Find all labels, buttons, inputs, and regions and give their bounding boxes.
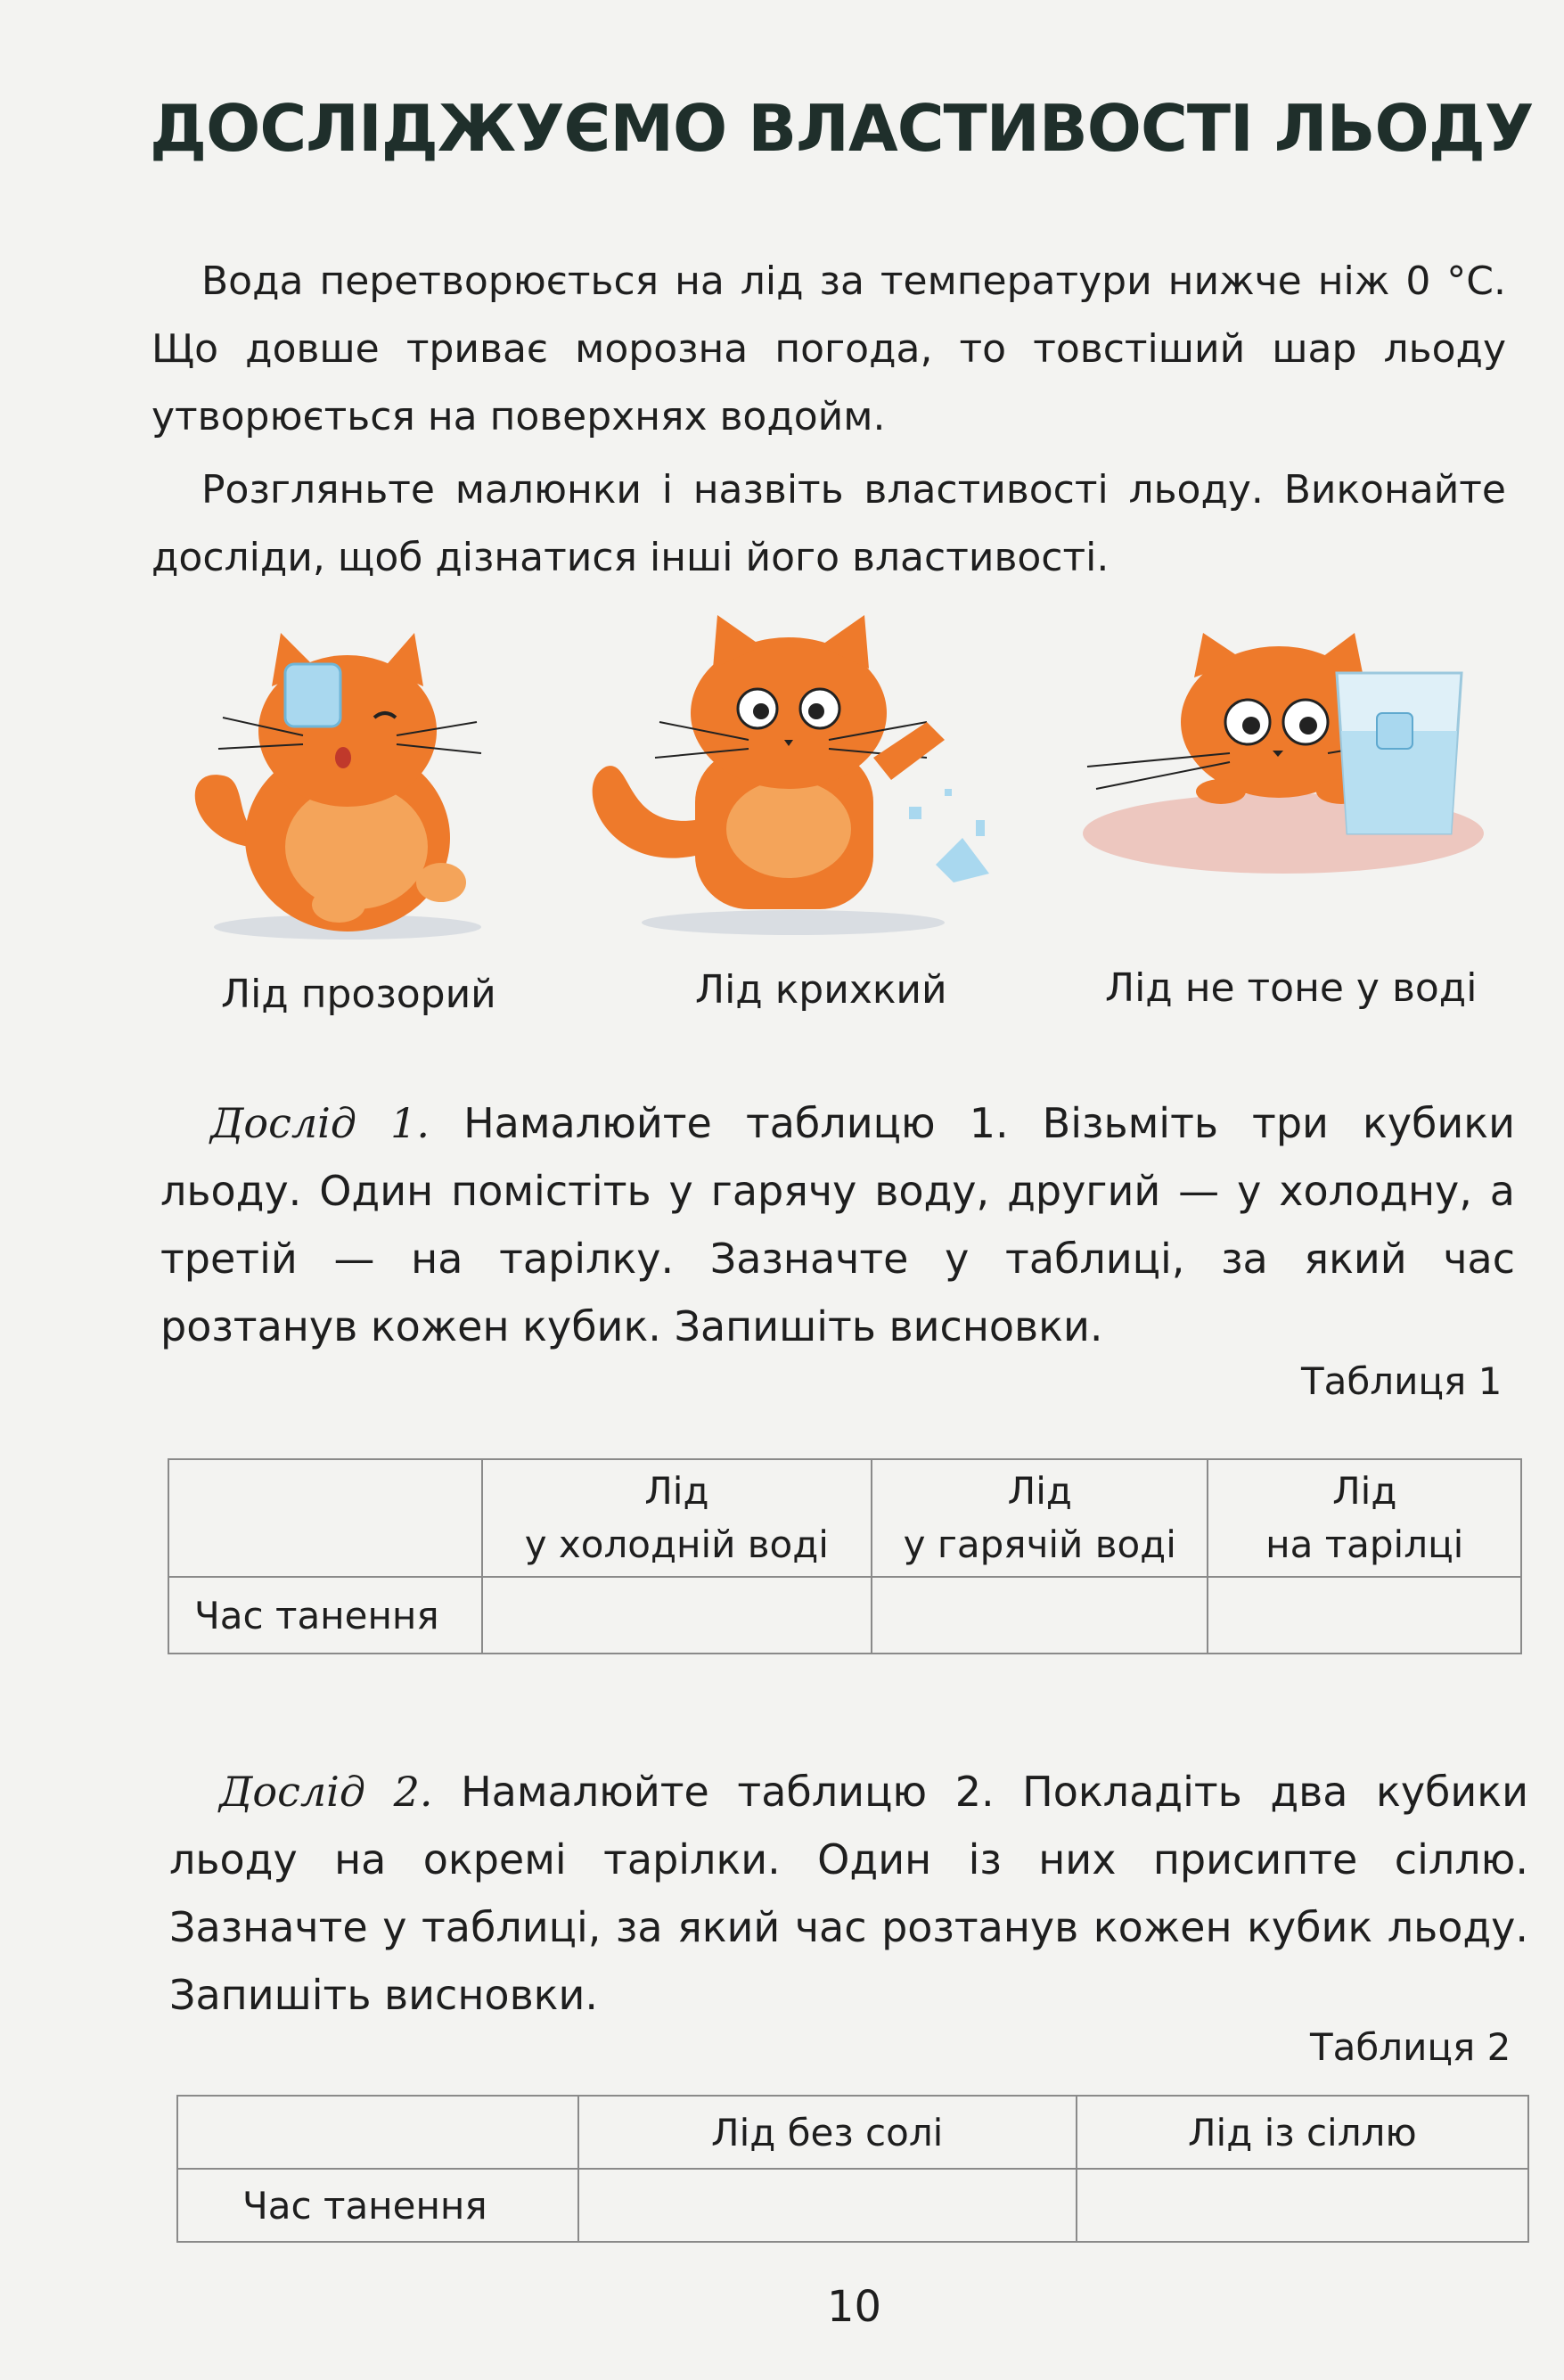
caption-transparent: Лід прозорий bbox=[221, 972, 496, 1017]
experiment-1-paragraph bbox=[160, 1089, 1515, 1360]
table-2-caption: Таблиця 2 bbox=[1310, 2025, 1511, 2069]
header-line: у гарячій воді bbox=[903, 1522, 1176, 1566]
experiment-1-label: Дослід 1. bbox=[210, 1099, 430, 1147]
page-number: 10 bbox=[827, 2282, 882, 2332]
table-row bbox=[168, 1459, 1521, 1577]
table-2 bbox=[176, 2095, 1529, 2243]
header-line: на тарілці bbox=[1265, 1522, 1464, 1566]
cat-broken-ice-icon bbox=[570, 615, 1016, 936]
cat-glass-of-water-icon bbox=[1069, 633, 1488, 900]
header-line: Лід bbox=[1007, 1469, 1072, 1513]
table-cell bbox=[177, 2096, 578, 2169]
caption-floats: Лід не тоне у воді bbox=[1105, 965, 1478, 1011]
table-cell bbox=[1208, 1577, 1521, 1654]
table-row bbox=[177, 2096, 1528, 2169]
experiment-2-paragraph bbox=[169, 1758, 1528, 2029]
table-header-cell: Лід без солі bbox=[578, 2096, 1077, 2169]
table-cell bbox=[482, 1577, 872, 1654]
header-line: Лід bbox=[644, 1469, 709, 1513]
intro-text-1: Вода перетворюється на лід за температури нижче ніж 0 °С. Що довше триває морозна погода, то товстіший шар льоду утворюється на поверхнях водойм. bbox=[151, 259, 1506, 439]
table-header-cell: Лід із сіллю bbox=[1077, 2096, 1528, 2169]
table-cell bbox=[872, 1577, 1208, 1654]
caption-brittle: Лід крихкий bbox=[695, 967, 947, 1013]
intro-paragraph-2 bbox=[151, 456, 1506, 592]
table-cell bbox=[872, 1459, 1208, 1577]
row-label: Час танення bbox=[177, 2169, 578, 2242]
table-row bbox=[168, 1577, 1521, 1654]
table-cell bbox=[1208, 1459, 1521, 1577]
experiment-2-text: Намалюйте таблицю 2. Покладіть два кубики льоду на окремі тарілки. Один із них присипте сіллю. Зазначте у таблиці, за який час розтанув кожен кубик льоду. Запишіть висновки. bbox=[169, 1768, 1528, 2019]
table-1 bbox=[168, 1458, 1522, 1654]
intro-text-2: Розгляньте малюнки і назвіть властивості льоду. Виконайте досліди, щоб дізнатися інші його властивості. bbox=[151, 467, 1506, 580]
table-cell bbox=[1077, 2169, 1528, 2242]
experiment-1-text: Намалюйте таблицю 1. Візьміть три кубики льоду. Один помістіть у гарячу воду, другий — у холодну, а третій — на тарілку. Зазначте у таблиці, за який час розтанув кожен кубик. Запишіть висновки. bbox=[160, 1099, 1515, 1350]
table-row bbox=[177, 2169, 1528, 2242]
cat-holding-ice-cube-icon bbox=[169, 624, 508, 945]
page-title: ДОСЛІДЖУЄМО ВЛАСТИВОСТІ ЛЬОДУ bbox=[150, 91, 1534, 166]
table-1-caption: Таблиця 1 bbox=[1301, 1359, 1503, 1403]
intro-paragraph-1 bbox=[151, 248, 1506, 451]
row-label: Час танення bbox=[168, 1577, 482, 1654]
experiment-2-label: Дослід 2. bbox=[219, 1768, 433, 1816]
header-line: у холодній воді bbox=[524, 1522, 829, 1566]
table-cell bbox=[482, 1459, 872, 1577]
table-cell bbox=[168, 1459, 482, 1577]
table-cell bbox=[578, 2169, 1077, 2242]
header-line: Лід bbox=[1332, 1469, 1397, 1513]
